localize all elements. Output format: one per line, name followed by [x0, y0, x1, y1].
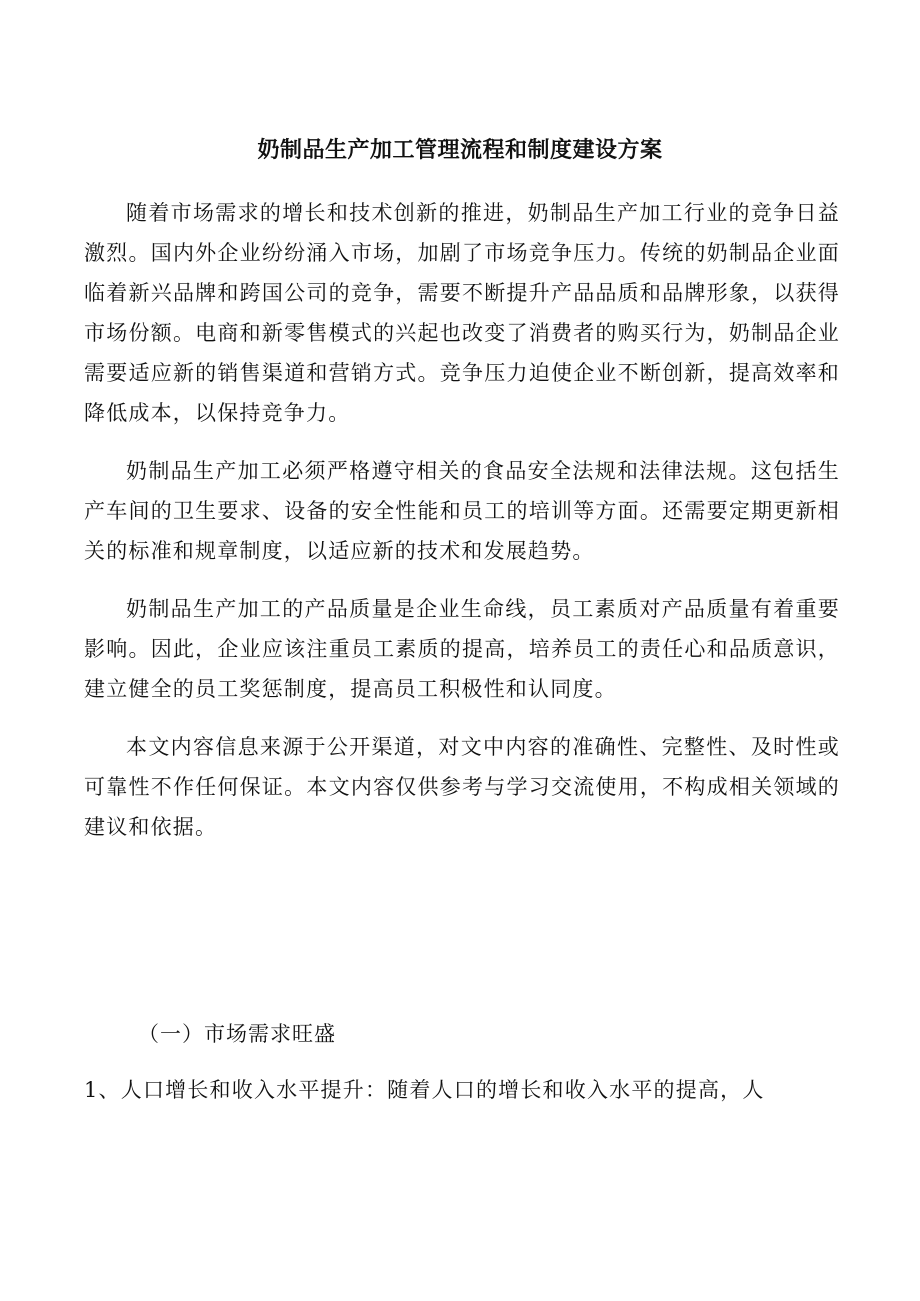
paragraph-quality: 奶制品生产加工的产品质量是企业生命线，员工素质对产品质量有着重要影响。因此，企业应该注重员工素质的提高，培养员工的责任心和品质意识，建立健全的员工奖惩制度，提高员工积极性和认同度。 [84, 597, 840, 701]
section-heading: （一）市场需求旺盛 [138, 1022, 336, 1046]
paragraph-disclaimer: 本文内容信息来源于公开渠道，对文中内容的准确性、完整性、及时性或可靠性不作任何保证。本文内容仅供参考与学习交流使用，不构成相关领域的建议和依据。 [84, 735, 840, 839]
paragraph-regulation: 奶制品生产加工必须严格遵守相关的食品安全法规和法律法规。这包括生产车间的卫生要求、设备的安全性能和员工的培训等方面。还需要定期更新相关的标准和规章制度，以适应新的技术和发展趋势。 [84, 459, 840, 563]
list-item-1: 1、人口增长和收入水平提升：随着人口的增长和收入水平的提高，人 [84, 1078, 765, 1102]
paragraph-intro: 随着市场需求的增长和技术创新的推进，奶制品生产加工行业的竞争日益激烈。国内外企业纷纷涌入市场，加剧了市场竞争压力。传统的奶制品企业面临着新兴品牌和跨国公司的竞争，需要不断提升产品品质和品牌形象，以获得市场份额。电商和新零售模式的兴起也改变了消费者的购买行为，奶制品企业需要适应新的销售渠道和营销方式。竞争压力迫使企业不断创新，提高效率和降低成本，以保持竞争力。 [84, 201, 840, 425]
document-title: 奶制品生产加工管理流程和制度建设方案 [257, 138, 663, 163]
body-text [84, 193, 840, 865]
